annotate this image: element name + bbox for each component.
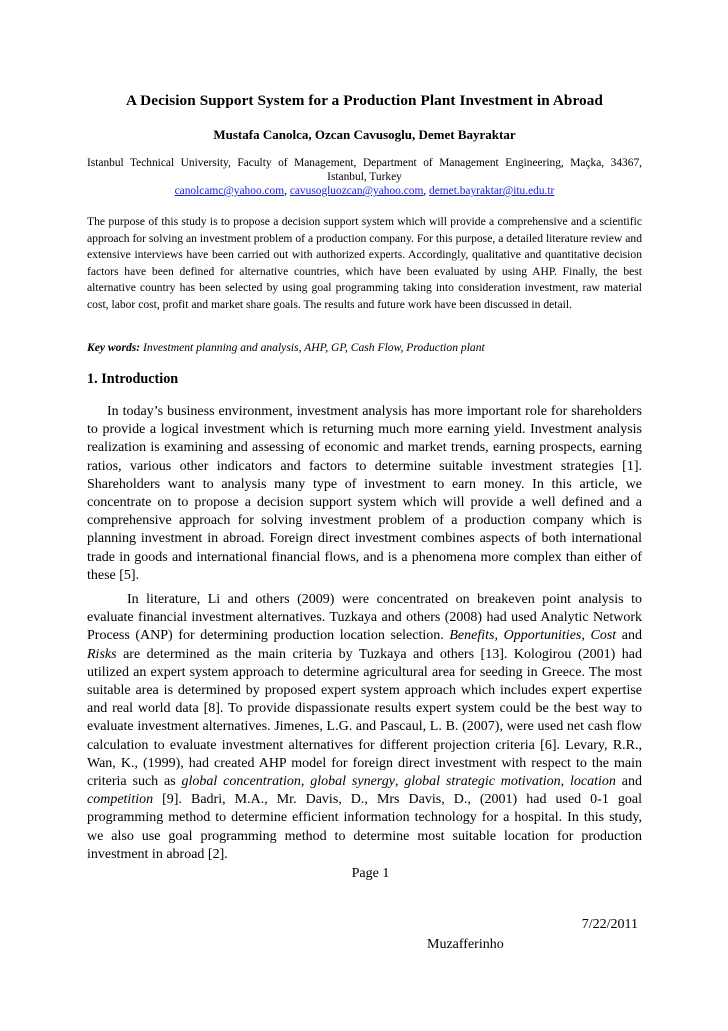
keywords-text: Investment planning and analysis, AHP, GP, Cash Flow, Production plant (140, 341, 485, 354)
italic-run: global concentration, global synergy (181, 774, 395, 790)
footer-author: Muzafferinho (427, 937, 504, 952)
page-number: Page 1 (351, 866, 390, 881)
text-run: , (394, 774, 405, 790)
author-list: Mustafa Canolca, Ozcan Cavusoglu, Demet Bayraktar (213, 127, 516, 142)
email-list (87, 184, 642, 198)
affiliation-line: Istanbul Technical University, Faculty of Management, Department of Management Engineering, Maçka, 34367, (87, 157, 642, 169)
affiliation-city: Istanbul, Turkey (327, 171, 402, 183)
email-link[interactable]: cavusogluozcan@yahoo.com (289, 185, 424, 197)
paper-title: A Decision Support System for a Production Plant Investment in Abroad (126, 92, 603, 109)
text-run: In literature, Li and others (2009) were concentrated on breakeven point analysis to evaluate financial investment alternatives. Tuzkaya and others (2008) had used Analytic Network Process (ANP) for determining production location selection. (87, 592, 642, 644)
email-separator: , (284, 185, 290, 197)
italic-run: Benefits, Opportunities, Cost (449, 628, 617, 644)
affiliation-block (87, 156, 642, 198)
italic-run: location (570, 774, 616, 790)
text-run: and (615, 774, 642, 790)
text-run: [9]. Badri, M.A., Mr. Davis, D., Mrs Davis, D., (2001) had used 0-1 goal programming method to determine efficient information technology for a hospital. In this study, we also use goal programming method to determine most suitable location for production investment in abroad [2]. (87, 792, 642, 862)
text-run: are determined as the main criteria by Tuzkaya and others [13]. Kologirou (2001) had utilized an expert system approach to determine agricultural area for seeding in Greece. The most suitable area is determined by proposed expert system approach which includes expert expertise and real world data [8]. To provide dispassionate results expert system could be the best way to evaluate investment alternatives. Jimenes, L.G. and Pascaul, L. B. (2007), were used net cash flow calculation to evaluate investment alternatives for different projection criteria [6]. Levary, R.R., Wan, K., (1999), had created AHP model for foreign direct investment with respect to the main criteria such as (87, 646, 642, 790)
body-paragraph (87, 591, 642, 864)
italic-run: global strategic motivation (404, 774, 561, 790)
italic-run: competition (87, 792, 154, 808)
abstract: The purpose of this study is to propose a decision support system which will provide a comprehensive and a scientific approach for solving an investment problem of a production company. For this purpose, a detailed literature review and extensive interviews have been carried out with authorized experts. Accordingly, qualitative and quantitative decision factors have been defined for alternative countries, which have been evaluated by using AHP. Finally, the best alternative country has been selected by using goal programming taking into consideration investment, raw material cost, labor cost, profit and market share goals. The results and future work have been discussed in detail. (87, 215, 642, 311)
keywords (87, 341, 642, 354)
email-link[interactable]: canolcamc@yahoo.com (174, 185, 285, 197)
text-run: and (616, 628, 642, 644)
text-run: , (560, 774, 571, 790)
email-separator: , (423, 185, 430, 197)
body-paragraph: In today’s business environment, investment analysis has more important role for shareholders to provide a logical investment which is returning much more earning yield. Investment analysis realization is examining and assessing of economic and market trends, earning prospects, earning ratios, various other indicators and factors to determine suitable investment strategies [1]. Shareholders want to analysis many type of investment to earn money. In this article, we concentrate on to propose a decision support system which will provide a well defined and a comprehensive approach for solving investment problem of a production company which is planning investment in abroad. Foreign direct investment combines aspects of both international trade in goods and international financial flows, and is a phenomena more complex than either of these [5]. (87, 404, 642, 583)
italic-run: Risks (87, 646, 117, 662)
section-heading: 1. Introduction (87, 371, 179, 387)
keywords-label: Key words: (87, 341, 141, 354)
footer-date: 7/22/2011 (581, 917, 638, 932)
email-link[interactable]: demet.bayraktar@itu.edu.tr (429, 185, 555, 197)
